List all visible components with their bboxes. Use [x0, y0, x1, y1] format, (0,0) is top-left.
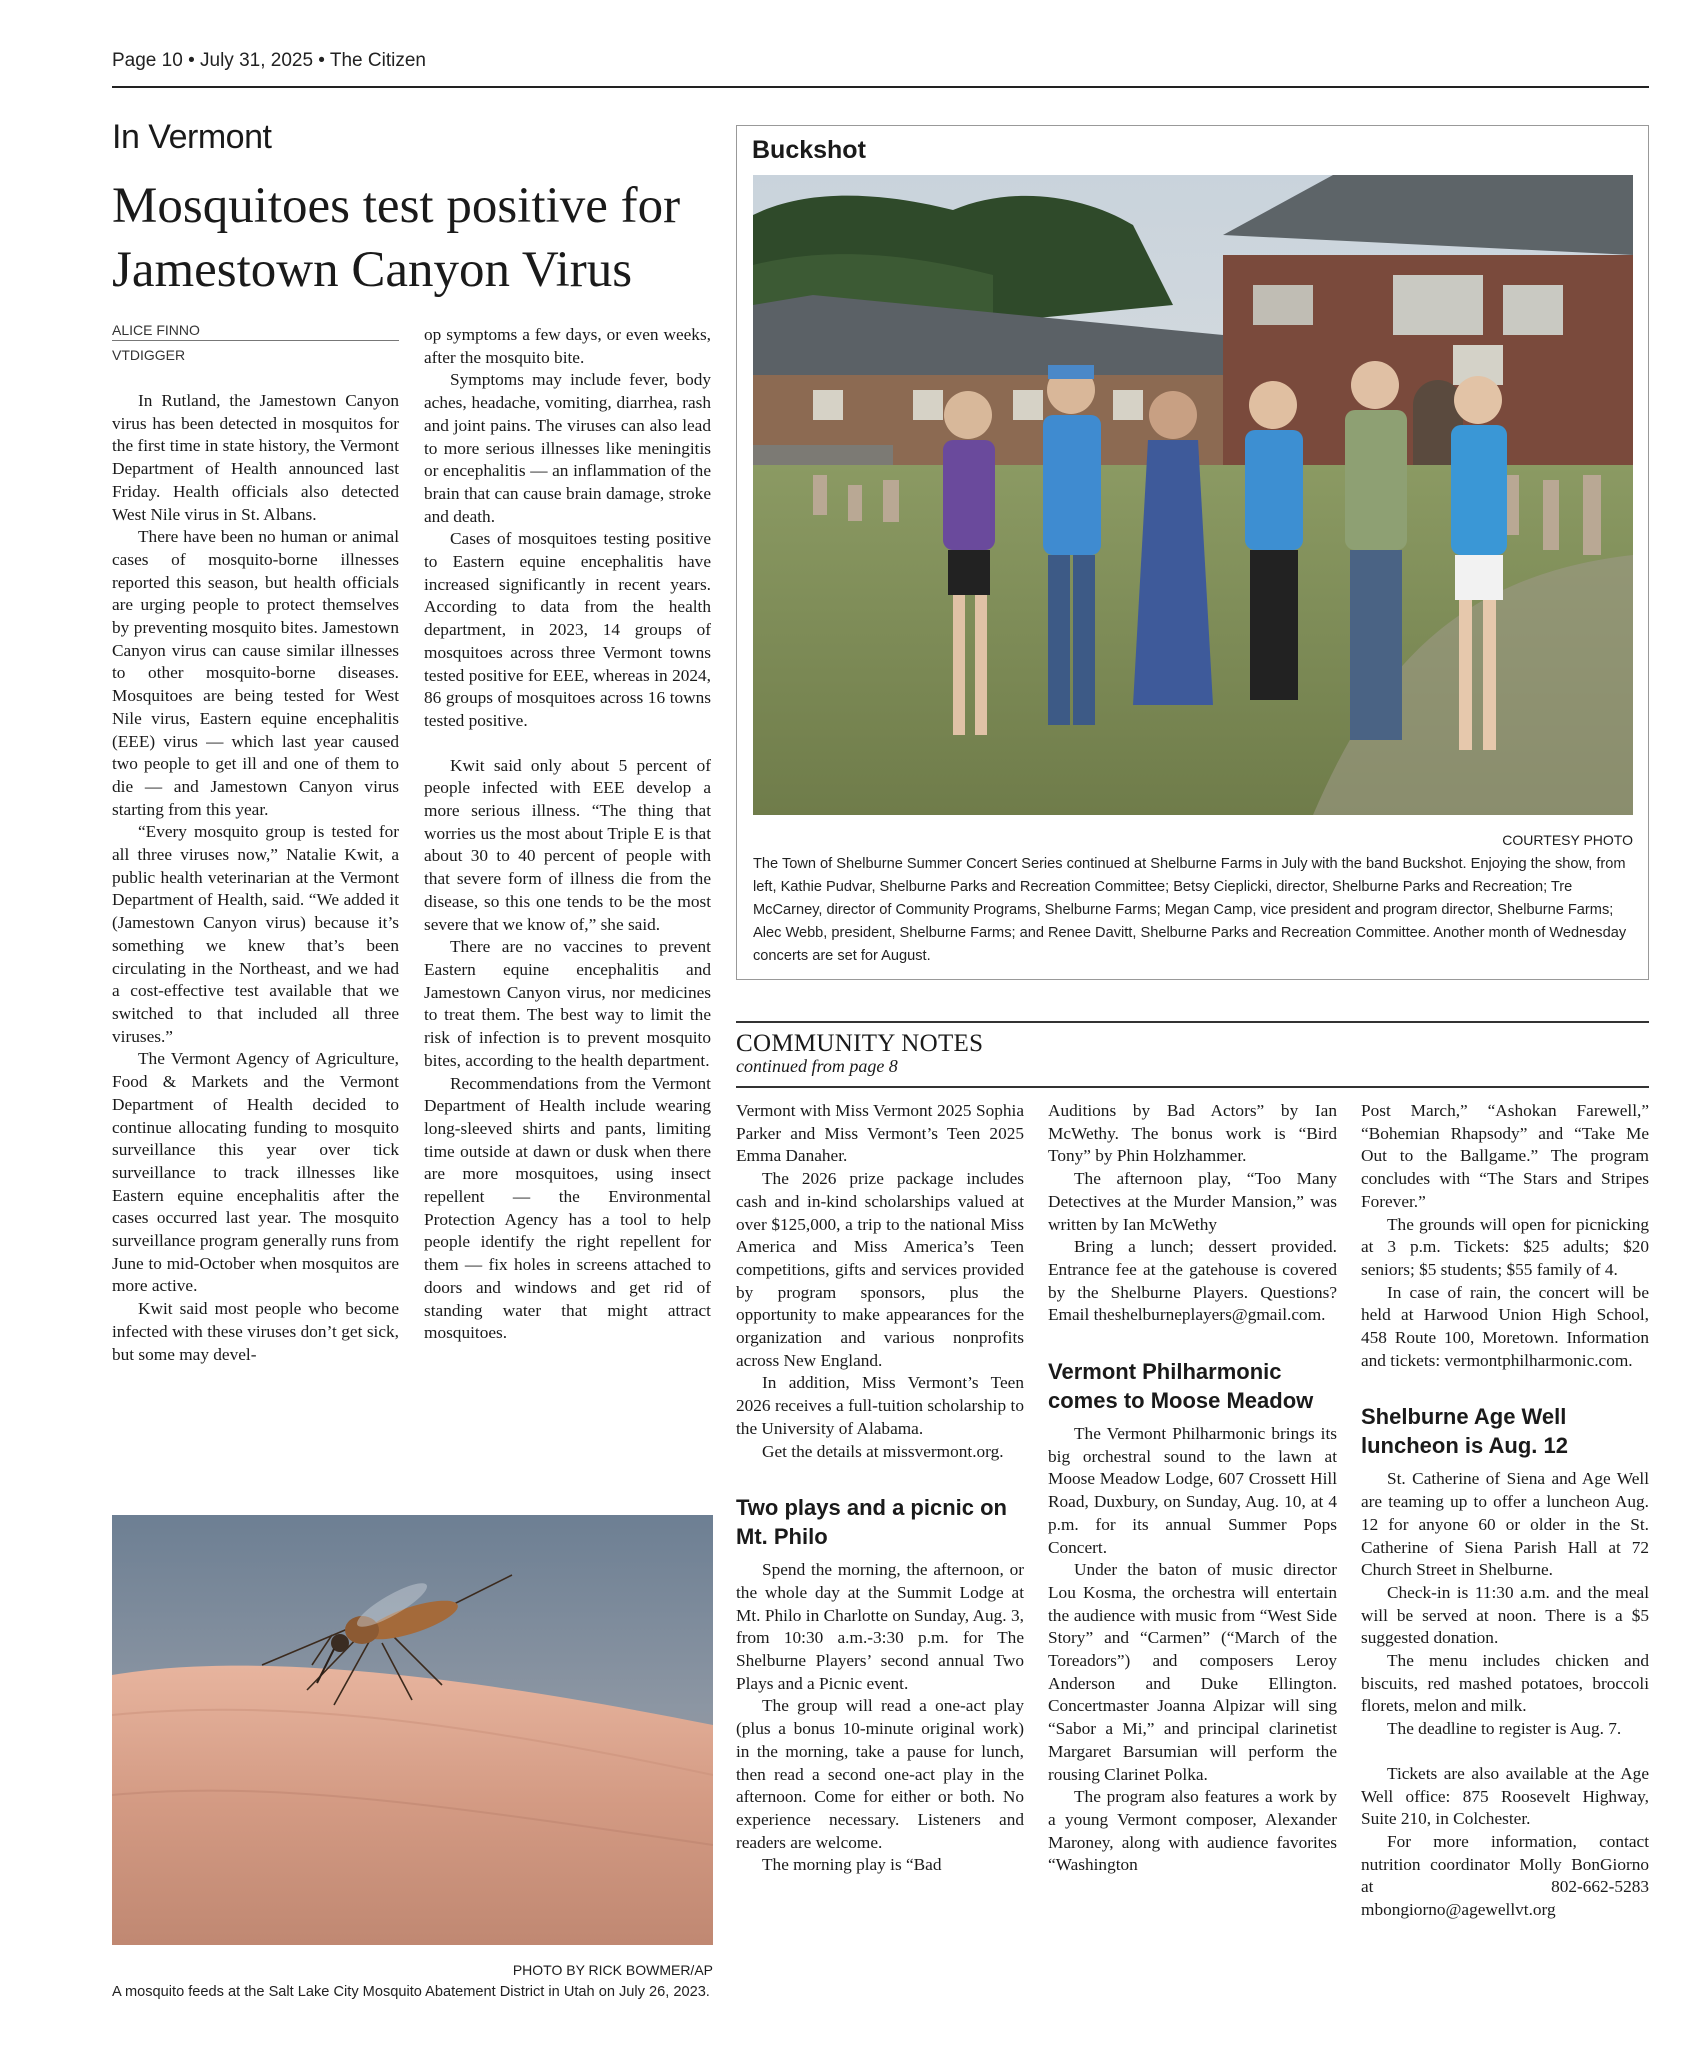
byline [112, 322, 399, 363]
story-paragraph: There have been no human or animal cases of mosquito-borne illnesses reported this season, but health officials are urging people to protect themselves by preventing mosquito bites. Jamestown Canyon virus can cause similar illnesses to other mosquito-borne diseases. Mosquitoes are being tested for West Nile virus, Eastern equine encephalitis (EEE) virus — which last year caused two people to get ill and one of them to die — and Jamestown Canyon virus starting from this year. [112, 527, 399, 819]
community-notes-continued: continued from page 8 [736, 1056, 898, 1076]
community-notes-column-1 [736, 1100, 1024, 1877]
note-paragraph: The Vermont Philharmonic brings its big orchestral sound to the lawn at Moose Meadow Lodge, 607 Crossett Hill Road, Duxbury, on Sunday, Aug. 10, at 4 p.m. for its annual Summer Pops Concert. [1048, 1424, 1337, 1557]
note-paragraph: In addition, Miss Vermont’s Teen 2026 receives a full-tuition scholarship to the University of Alabama. [736, 1373, 1024, 1438]
note-paragraph: Check-in is 11:30 a.m. and the meal will be served at noon. There is a $5 suggested donation. [1361, 1582, 1649, 1648]
story-paragraph: The Vermont Agency of Agriculture, Food & Markets and the Vermont Department of Health decided to continue allocating funding to mosquito surveillance this year over tick surveillance to track illnesses like Eastern equine encephalitis after the cases occurred last year. The mosquito surveillance program generally runs from June to mid-October when mosquitos are more active. [112, 1049, 399, 1296]
story-column-1 [112, 390, 399, 1366]
note-paragraph: Spend the morning, the afternoon, or the whole day at the Summit Lodge at Mt. Philo in Charlotte on Sunday, Aug. 3, from 10:30 a.m.-3:30 p.m. for The Shelburne Players’ second annual Two Plays and a Picnic event. [736, 1560, 1024, 1693]
note-paragraph: Bring a lunch; dessert provided. Entrance fee at the gatehouse is covered by the Shelburne Players. Questions? Email theshelburneplayers@gmail.com. [1048, 1237, 1337, 1325]
mosquito-photo-credit: PHOTO BY RICK BOWMER/AP [512, 1962, 713, 1978]
note-paragraph: The program also features a work by a young Vermont composer, Alexander Maroney, along with audience favorites “Washington [1048, 1787, 1337, 1875]
note-paragraph: The 2026 prize package includes cash and in-kind scholarships valued at over $125,000, a trip to the national Miss America and Miss America’s Teen competitions, gifts and services provided by program sponsors, plus the opportunity to make appearances for the organization and various nonprofits across New England. [736, 1169, 1024, 1370]
note-paragraph: Get the details at missvermont.org. [762, 1441, 1004, 1461]
buckshot-caption: The Town of Shelburne Summer Concert Series continued at Shelburne Farms in July with the band Buckshot. Enjoying the show, from left, Kathie Pudvar, Shelburne Parks and Recreation Committee; Betsy Cieplicki, director, Shelburne Parks and Recreation; Tre McCarney, director of Community Programs, Shelburne Farms; Megan Camp, vice president and program director, Shelburne Farms; Alec Webb, president, Shelburne Farms; and Renee Davitt, Shelburne Parks and Recreation Committee. Another month of Wednesday concerts are set for August. [753, 856, 1627, 964]
buckshot-photo-credit: COURTESY PHOTO [1502, 832, 1633, 848]
community-notes-title: COMMUNITY NOTES [736, 1030, 984, 1057]
buckshot-photo [753, 175, 1633, 815]
note-paragraph: Auditions by Bad Actors” by Ian McWethy. The bonus work is “Bird Tony” by Phin Holzhammer. [1048, 1101, 1337, 1166]
byline-author: ALICE FINNO [112, 322, 399, 341]
note-paragraph: The grounds will open for picnicking at 3 p.m. Tickets: $25 adults; $20 seniors; $5 students; $55 family of 4. [1361, 1214, 1649, 1279]
story-paragraph: Cases of mosquitoes testing positive to Eastern equine encephalitis have increased significantly in recent years. According to data from the health department, in 2023, 14 groups of mosquitoes across three Vermont towns tested positive for EEE, whereas in 2024, 86 groups of mosquitoes across 16 towns tested positive. [424, 529, 711, 730]
note-paragraph: Post March,” “Ashokan Farewell,” “Bohemian Rhapsody” and “Take Me Out to the Ballgame.” The program concludes with “The Stars and Stripes Forever.” [1361, 1101, 1649, 1211]
mosquito-photo-image [112, 1515, 713, 1945]
mosquito-photo-caption: A mosquito feeds at the Salt Lake City Mosquito Abatement District in Utah on July 26, 2023. [112, 1984, 710, 2000]
story-paragraph: “Every mosquito group is tested for all three viruses now,” Natalie Kwit, a public health veterinarian at the Vermont Department of Health, said. “We added it (Jamestown Canyon virus) because it’s something we knew that’s been circulating in the Northeast, and we had a cost-effective test available that we switched to that included all three viruses.” [112, 822, 399, 1046]
note-paragraph: The deadline to register is Aug. 7. [1387, 1719, 1622, 1739]
buckshot-title: Buckshot [752, 136, 866, 164]
note-paragraph: For more information, contact nutrition coordinator Molly BonGiorno at 802-662-5283 mbongiorno@agewellvt.org [1361, 1831, 1649, 1920]
plays-subhead: Two plays and a picnic on Mt. Philo [736, 1495, 1007, 1550]
community-notes-column-2 [1048, 1100, 1337, 1877]
story-paragraph: Kwit said most people who become infected with these viruses don’t get sick, but some may devel- [112, 1299, 399, 1364]
story-paragraph: In Rutland, the Jamestown Canyon virus has been detected in mosquitos for the first time in state history, the Vermont Department of Health announced last Friday. Health officials also detected West Nile virus in St. Albans. [112, 391, 399, 524]
story-paragraph: There are no vaccines to prevent Eastern equine encephalitis and Jamestown Canyon virus, nor medicines to treat them. The best way to limit the risk of infection is to prevent mosquito bites, according to the health department. [424, 937, 711, 1070]
story-column-2 [424, 324, 711, 1345]
page-folio: Page 10 • July 31, 2025 • The Citizen [112, 50, 426, 71]
community-notes-rule-bottom [736, 1086, 1649, 1088]
note-paragraph: The afternoon play, “Too Many Detectives at the Murder Mansion,” was written by Ian McWethy [1048, 1169, 1337, 1234]
note-paragraph: In case of rain, the concert will be held at Harwood Union High School, 458 Route 100, Moretown. Information and tickets: vermontphilharmonic.com. [1361, 1282, 1649, 1370]
agewell-subhead: Shelburne Age Well luncheon is Aug. 12 [1361, 1404, 1568, 1459]
note-paragraph: The menu includes chicken and biscuits, red mashed potatoes, broccoli florets, melon and milk. [1361, 1651, 1649, 1716]
story-paragraph: Symptoms may include fever, body aches, headache, vomiting, diarrhea, rash and joint pains. The viruses can also lead to more serious illnesses like meningitis or encephalitis — an inflammation of the brain that can cause brain damage, stroke and death. [424, 370, 711, 526]
byline-outlet: VTDIGGER [112, 347, 186, 363]
philharmonic-subhead: Vermont Philharmonic comes to Moose Meadow [1048, 1359, 1314, 1414]
note-paragraph: The group will read a one-act play (plus a bonus 10-minute original work) in the morning, take a pause for lunch, then read a second one-act play in the afternoon. Come for either or both. No experience necessary. Listeners and readers are welcome. [736, 1696, 1024, 1852]
community-notes-column-3 [1361, 1100, 1649, 1922]
folio-rule [112, 86, 1649, 88]
note-paragraph: The morning play is “Bad [762, 1855, 942, 1875]
note-paragraph: Under the baton of music director Lou Kosma, the orchestra will entertain the audience with music from “West Side Story” and “Carmen” (“March of the Toreadors”) and composers Leroy Anderson and Duke Ellington. Concertmaster Joanna Alpizar will sing “Sabor a Mi,” and principal clarinetist Margaret Barsumian will perform the rousing Clarinet Polka. [1048, 1560, 1337, 1784]
community-notes-rule-top [736, 1021, 1649, 1023]
story-paragraph: Recommendations from the Vermont Department of Health include wearing long-sleeved shirts and pants, limiting time outside at dawn or dusk when there are more mosquitoes, using insect repellent — the Environmental Protection Agency has a tool to help people identify the right repellent for them — fix holes in screens attached to doors and windows and get rid of standing water that might attract mosquitoes. [424, 1073, 711, 1343]
story-paragraph: Kwit said only about 5 percent of people infected with EEE develop a more serious illness. “The thing that worries us the most about Triple E is that about 30 to 40 percent of people with that severe form of illness die from the disease, so this one tends to be the most severe that we know of,” she said. [424, 755, 711, 934]
story-headline: Mosquitoes test positive for Jamestown Canyon Virus [112, 178, 681, 298]
story-paragraph: op symptoms a few days, or even weeks, after the mosquito bite. [424, 325, 711, 367]
mosquito-photo [112, 1515, 713, 1945]
note-paragraph: Vermont with Miss Vermont 2025 Sophia Parker and Miss Vermont’s Teen 2025 Emma Danaher. [736, 1101, 1024, 1166]
note-paragraph: Tickets are also available at the Age Well office: 875 Roosevelt Highway, Suite 210, in Colchester. [1361, 1763, 1649, 1829]
buckshot-photo-image [753, 175, 1633, 815]
section-label: In Vermont [112, 118, 272, 156]
note-paragraph: St. Catherine of Siena and Age Well are teaming up to offer a luncheon Aug. 12 for anyone 60 or older in the St. Catherine of Siena Parish Hall at 72 Church Street in Shelburne. [1361, 1469, 1649, 1580]
